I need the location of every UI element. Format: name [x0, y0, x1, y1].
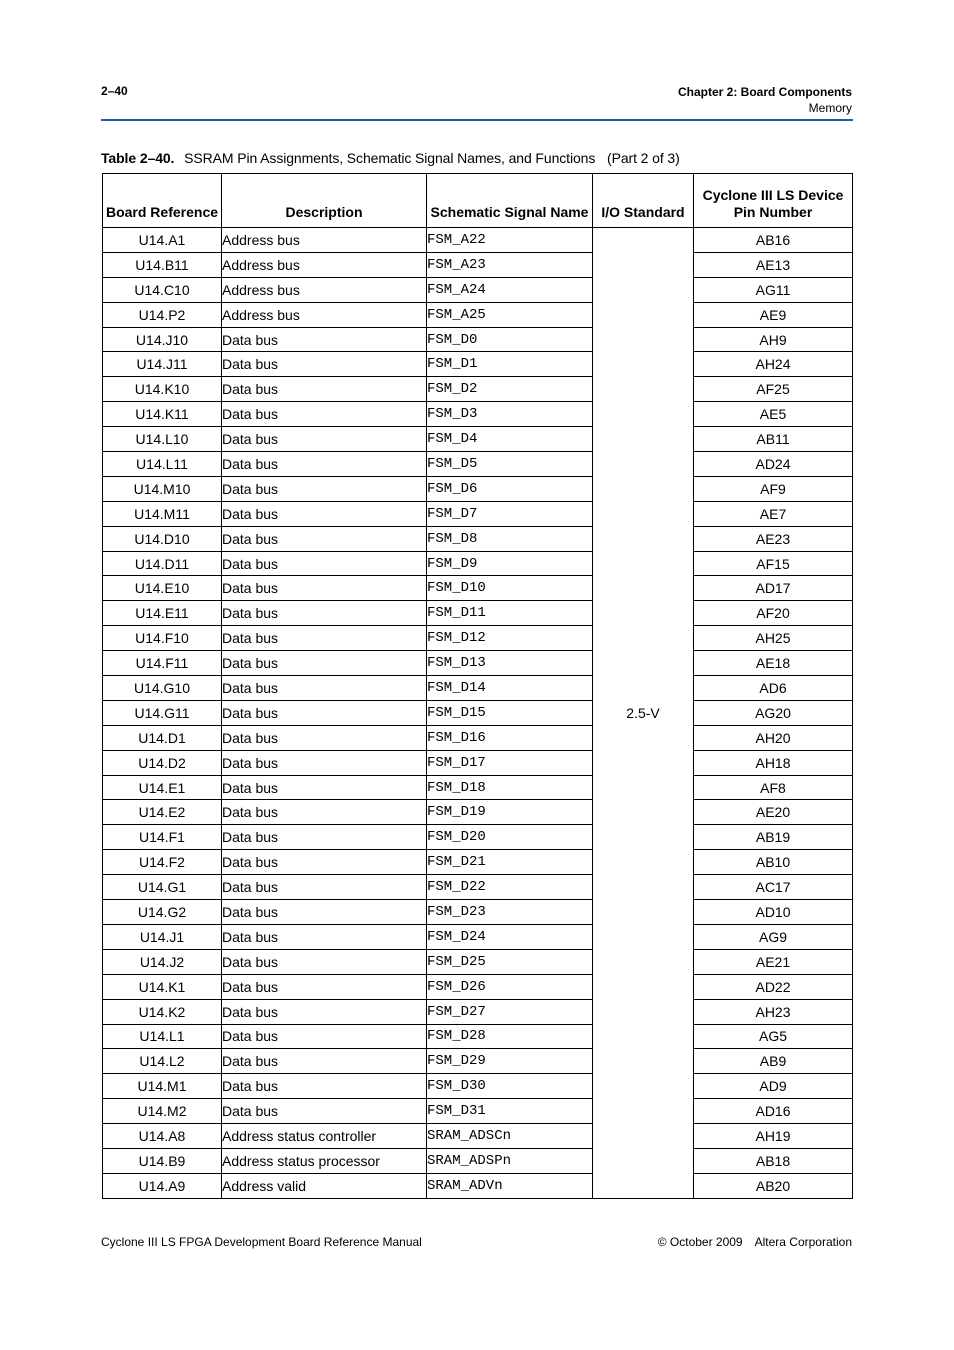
description-cell: Data bus — [222, 875, 427, 900]
pin-number-cell: AG9 — [694, 924, 853, 949]
running-header — [678, 84, 852, 116]
description-cell: Data bus — [222, 327, 427, 352]
pin-number-cell: AB18 — [694, 1148, 853, 1173]
table-row — [103, 476, 853, 501]
table-row — [103, 800, 853, 825]
board-reference-cell: U14.L11 — [103, 452, 222, 477]
description-cell: Data bus — [222, 452, 427, 477]
board-reference-cell: U14.F11 — [103, 651, 222, 676]
description-cell: Address status controller — [222, 1124, 427, 1149]
table-row — [103, 725, 853, 750]
description-cell: Data bus — [222, 999, 427, 1024]
pin-number-cell: AE23 — [694, 526, 853, 551]
table-row — [103, 626, 853, 651]
signal-name-cell: FSM_D28 — [427, 1024, 593, 1049]
table-row — [103, 402, 853, 427]
board-reference-cell: U14.J1 — [103, 924, 222, 949]
description-cell: Data bus — [222, 651, 427, 676]
pin-number-cell: AE9 — [694, 302, 853, 327]
signal-name-cell: FSM_D27 — [427, 999, 593, 1024]
table-row — [103, 1148, 853, 1173]
signal-name-cell: FSM_D17 — [427, 750, 593, 775]
table-row — [103, 974, 853, 999]
board-reference-cell: U14.K11 — [103, 402, 222, 427]
description-cell: Data bus — [222, 676, 427, 701]
io-standard-cell: 2.5-V — [593, 228, 694, 1199]
board-reference-cell: U14.F2 — [103, 850, 222, 875]
description-cell: Data bus — [222, 476, 427, 501]
table-row — [103, 949, 853, 974]
description-cell: Data bus — [222, 352, 427, 377]
signal-name-cell: FSM_D2 — [427, 377, 593, 402]
table-row — [103, 377, 853, 402]
board-reference-cell: U14.E11 — [103, 601, 222, 626]
board-reference-cell: U14.L2 — [103, 1049, 222, 1074]
signal-name-cell: FSM_D14 — [427, 676, 593, 701]
board-reference-cell: U14.M10 — [103, 476, 222, 501]
signal-name-cell: FSM_D26 — [427, 974, 593, 999]
board-reference-cell: U14.J2 — [103, 949, 222, 974]
table-caption-label: Table 2–40. — [101, 150, 175, 166]
board-reference-cell: U14.G2 — [103, 900, 222, 925]
pin-number-cell: AD16 — [694, 1099, 853, 1124]
table-row — [103, 1049, 853, 1074]
signal-name-cell: FSM_A22 — [427, 228, 593, 253]
table-row — [103, 900, 853, 925]
signal-name-cell: FSM_D6 — [427, 476, 593, 501]
column-header-signal-name: Schematic Signal Name — [427, 174, 593, 228]
pin-number-cell: AH25 — [694, 626, 853, 651]
table-row — [103, 601, 853, 626]
signal-name-cell: FSM_D10 — [427, 576, 593, 601]
pin-number-cell: AH18 — [694, 750, 853, 775]
table-row — [103, 875, 853, 900]
footer-manual-title: Cyclone III LS FPGA Development Board Reference Manual — [101, 1235, 422, 1249]
table-row — [103, 651, 853, 676]
signal-name-cell: FSM_D23 — [427, 900, 593, 925]
board-reference-cell: U14.F10 — [103, 626, 222, 651]
board-reference-cell: U14.K10 — [103, 377, 222, 402]
footer-date: © October 2009 — [657, 1235, 743, 1249]
table-caption-title: SSRAM Pin Assignments, Schematic Signal Names, and Functions — [184, 150, 596, 166]
signal-name-cell: FSM_D5 — [427, 452, 593, 477]
table-row — [103, 700, 853, 725]
table-row — [103, 526, 853, 551]
description-cell: Data bus — [222, 900, 427, 925]
page-number: 2–40 — [101, 84, 128, 98]
signal-name-cell: FSM_D15 — [427, 700, 593, 725]
board-reference-cell: U14.E10 — [103, 576, 222, 601]
signal-name-cell: FSM_D29 — [427, 1049, 593, 1074]
pin-number-cell: AG11 — [694, 277, 853, 302]
pin-number-cell: AE7 — [694, 501, 853, 526]
table-body — [103, 228, 853, 1199]
table-row — [103, 277, 853, 302]
table-caption-part: (Part 2 of 3) — [607, 150, 680, 166]
pin-number-cell: AF9 — [694, 476, 853, 501]
board-reference-cell: U14.K2 — [103, 999, 222, 1024]
table-row — [103, 228, 853, 253]
table-row — [103, 1024, 853, 1049]
footer-right — [658, 1235, 852, 1249]
pin-number-cell: AE18 — [694, 651, 853, 676]
description-cell: Data bus — [222, 1024, 427, 1049]
table-row — [103, 1074, 853, 1099]
signal-name-cell: FSM_D21 — [427, 850, 593, 875]
table-row — [103, 576, 853, 601]
pin-number-cell: AG5 — [694, 1024, 853, 1049]
signal-name-cell: FSM_D3 — [427, 402, 593, 427]
description-cell: Address bus — [222, 302, 427, 327]
description-cell: Address bus — [222, 228, 427, 253]
pin-number-cell: AB9 — [694, 1049, 853, 1074]
table-row — [103, 327, 853, 352]
signal-name-cell: FSM_D13 — [427, 651, 593, 676]
board-reference-cell: U14.C10 — [103, 277, 222, 302]
table-row — [103, 252, 853, 277]
board-reference-cell: U14.D10 — [103, 526, 222, 551]
signal-name-cell: FSM_D25 — [427, 949, 593, 974]
signal-name-cell: FSM_D12 — [427, 626, 593, 651]
footer-company: Altera Corporation — [754, 1235, 852, 1249]
pin-number-cell: AF8 — [694, 775, 853, 800]
description-cell: Data bus — [222, 427, 427, 452]
pin-number-cell: AD9 — [694, 1074, 853, 1099]
signal-name-cell: FSM_D1 — [427, 352, 593, 377]
table-row — [103, 924, 853, 949]
pin-number-cell: AB19 — [694, 825, 853, 850]
description-cell: Data bus — [222, 1099, 427, 1124]
table-header-row — [103, 174, 853, 228]
description-cell: Data bus — [222, 825, 427, 850]
board-reference-cell: U14.J10 — [103, 327, 222, 352]
description-cell: Data bus — [222, 551, 427, 576]
table-row — [103, 750, 853, 775]
pin-number-cell: AE5 — [694, 402, 853, 427]
pin-number-cell: AF25 — [694, 377, 853, 402]
signal-name-cell: FSM_D4 — [427, 427, 593, 452]
board-reference-cell: U14.M1 — [103, 1074, 222, 1099]
pin-number-cell: AD6 — [694, 676, 853, 701]
signal-name-cell: FSM_D22 — [427, 875, 593, 900]
column-header-io-standard: I/O Standard — [593, 174, 694, 228]
table-row — [103, 775, 853, 800]
signal-name-cell: FSM_D31 — [427, 1099, 593, 1124]
board-reference-cell: U14.B9 — [103, 1148, 222, 1173]
board-reference-cell: U14.B11 — [103, 252, 222, 277]
pin-number-cell: AE21 — [694, 949, 853, 974]
board-reference-cell: U14.L10 — [103, 427, 222, 452]
pin-number-cell: AF15 — [694, 551, 853, 576]
description-cell: Address valid — [222, 1173, 427, 1198]
pin-number-cell: AF20 — [694, 601, 853, 626]
description-cell: Data bus — [222, 601, 427, 626]
pin-number-cell: AH9 — [694, 327, 853, 352]
pin-number-cell: AE13 — [694, 252, 853, 277]
description-cell: Data bus — [222, 501, 427, 526]
signal-name-cell: SRAM_ADSCn — [427, 1124, 593, 1149]
table-row — [103, 1173, 853, 1198]
pin-number-cell: AB20 — [694, 1173, 853, 1198]
pin-assignment-table — [102, 173, 853, 1199]
description-cell: Data bus — [222, 626, 427, 651]
table-row — [103, 999, 853, 1024]
description-cell: Address bus — [222, 252, 427, 277]
pin-number-cell: AE20 — [694, 800, 853, 825]
signal-name-cell: FSM_A24 — [427, 277, 593, 302]
signal-name-cell: FSM_D7 — [427, 501, 593, 526]
signal-name-cell: FSM_D19 — [427, 800, 593, 825]
description-cell: Data bus — [222, 850, 427, 875]
signal-name-cell: FSM_D30 — [427, 1074, 593, 1099]
signal-name-cell: FSM_D0 — [427, 327, 593, 352]
description-cell: Data bus — [222, 402, 427, 427]
description-cell: Data bus — [222, 949, 427, 974]
table-row — [103, 825, 853, 850]
table-row — [103, 551, 853, 576]
signal-name-cell: FSM_D11 — [427, 601, 593, 626]
board-reference-cell: U14.M2 — [103, 1099, 222, 1124]
description-cell: Data bus — [222, 576, 427, 601]
description-cell: Data bus — [222, 700, 427, 725]
board-reference-cell: U14.L1 — [103, 1024, 222, 1049]
board-reference-cell: U14.G1 — [103, 875, 222, 900]
pin-number-cell: AH23 — [694, 999, 853, 1024]
description-cell: Data bus — [222, 974, 427, 999]
table-row — [103, 501, 853, 526]
pin-number-cell: AD17 — [694, 576, 853, 601]
board-reference-cell: U14.G10 — [103, 676, 222, 701]
description-cell: Data bus — [222, 800, 427, 825]
pin-number-cell: AG20 — [694, 700, 853, 725]
board-reference-cell: U14.E1 — [103, 775, 222, 800]
pin-number-cell: AD24 — [694, 452, 853, 477]
table-caption — [101, 150, 680, 166]
pin-number-cell: AC17 — [694, 875, 853, 900]
description-cell: Data bus — [222, 750, 427, 775]
description-cell: Data bus — [222, 1074, 427, 1099]
board-reference-cell: U14.D2 — [103, 750, 222, 775]
signal-name-cell: FSM_D16 — [427, 725, 593, 750]
column-header-description: Description — [222, 174, 427, 228]
pin-number-cell: AH19 — [694, 1124, 853, 1149]
table-row — [103, 1099, 853, 1124]
board-reference-cell: U14.E2 — [103, 800, 222, 825]
pin-number-cell: AB10 — [694, 850, 853, 875]
board-reference-cell: U14.D11 — [103, 551, 222, 576]
column-header-pin-number: Cyclone III LS Device Pin Number — [694, 174, 853, 228]
description-cell: Data bus — [222, 1049, 427, 1074]
table-row — [103, 1124, 853, 1149]
description-cell: Data bus — [222, 725, 427, 750]
signal-name-cell: FSM_A23 — [427, 252, 593, 277]
board-reference-cell: U14.F1 — [103, 825, 222, 850]
section-title: Memory — [808, 101, 852, 115]
description-cell: Data bus — [222, 526, 427, 551]
pin-number-cell: AB11 — [694, 427, 853, 452]
signal-name-cell: SRAM_ADVn — [427, 1173, 593, 1198]
description-cell: Data bus — [222, 377, 427, 402]
pin-number-cell: AH20 — [694, 725, 853, 750]
table-row — [103, 676, 853, 701]
signal-name-cell: FSM_D9 — [427, 551, 593, 576]
signal-name-cell: FSM_D8 — [427, 526, 593, 551]
pin-number-cell: AB16 — [694, 228, 853, 253]
signal-name-cell: SRAM_ADSPn — [427, 1148, 593, 1173]
board-reference-cell: U14.D1 — [103, 725, 222, 750]
board-reference-cell: U14.M11 — [103, 501, 222, 526]
pin-number-cell: AD22 — [694, 974, 853, 999]
table-row — [103, 850, 853, 875]
table-row — [103, 302, 853, 327]
board-reference-cell: U14.A9 — [103, 1173, 222, 1198]
board-reference-cell: U14.P2 — [103, 302, 222, 327]
description-cell: Address bus — [222, 277, 427, 302]
board-reference-cell: U14.K1 — [103, 974, 222, 999]
table-row — [103, 352, 853, 377]
signal-name-cell: FSM_D20 — [427, 825, 593, 850]
description-cell: Data bus — [222, 775, 427, 800]
chapter-title: Chapter 2: Board Components — [677, 85, 852, 99]
signal-name-cell: FSM_A25 — [427, 302, 593, 327]
board-reference-cell: U14.A1 — [103, 228, 222, 253]
table-row — [103, 427, 853, 452]
pin-number-cell: AH24 — [694, 352, 853, 377]
pin-number-cell: AD10 — [694, 900, 853, 925]
board-reference-cell: U14.J11 — [103, 352, 222, 377]
board-reference-cell: U14.A8 — [103, 1124, 222, 1149]
description-cell: Data bus — [222, 924, 427, 949]
header-rule — [101, 119, 853, 121]
board-reference-cell: U14.G11 — [103, 700, 222, 725]
column-header-board-reference: Board Reference — [103, 174, 222, 228]
description-cell: Address status processor — [222, 1148, 427, 1173]
signal-name-cell: FSM_D18 — [427, 775, 593, 800]
table-row — [103, 452, 853, 477]
signal-name-cell: FSM_D24 — [427, 924, 593, 949]
